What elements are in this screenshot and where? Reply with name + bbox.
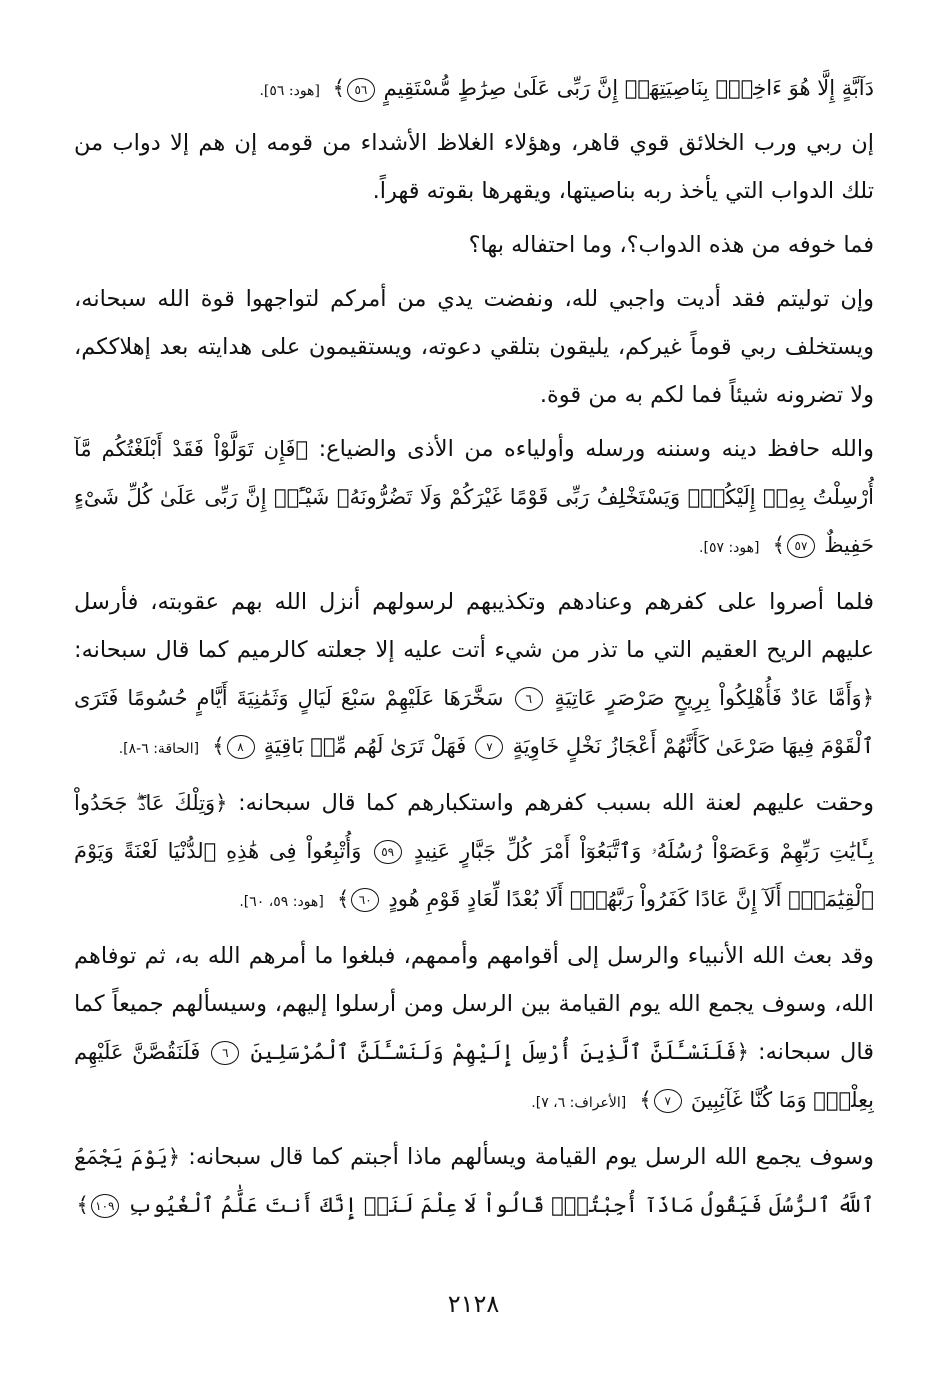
ayah-marker: ٧	[475, 735, 503, 759]
ayah-marker: ٧	[654, 1089, 682, 1113]
paragraph-6	[74, 779, 874, 926]
verse-reference: [الحاقة: ٦-٨].	[118, 741, 200, 757]
ayah-marker: ٦	[211, 1041, 239, 1065]
paragraph-text: فلما أصروا على كفرهم وعنادهم وتكذيبهم لرسولهم أنزل الله بهم عقوبته، فأرسل عليهم الريح العقيم التي ما تذر من شيء أتت عليه إلا جعلته كالرميم كما قال سبحانه:	[74, 589, 874, 663]
verse-close: ﴾	[212, 734, 225, 758]
ayah-marker: ٦	[515, 687, 543, 711]
paragraph-text: وقد بعث الله الأنبياء والرسل إلى أقوامهم وأممهم، فبلغوا ما أمرهم الله به، ثم توفاهم الله، وسوف يجمع الله يوم القيامة بين الرسل ومن أرسلوا إليهم، وسيسألهم جميعاً كما قال سبحانه:	[74, 943, 874, 1065]
ayah-marker: ١٠٩	[91, 1194, 119, 1218]
verse-text: وَأُتْبِعُواْ فِى هَٰذِهِ ٱلدُّنْيَا لَعْنَةً وَيَوْمَ ٱلْقِيَٰمَةِۗ أَلَآ إِنَّ عَادًا كَفَرُواْ رَبَّهُمْۗ أَلَا بُعْدًا لِّعَادٍ قَوْمِ هُودٍ	[74, 839, 874, 911]
paragraph-3: وإن توليتم فقد أديت واجبي لله، ونفضت يدي من أمركم لتواجهوا قوة الله سبحانه، ويستخلف ربي قوماً غيركم، يليقون بتلقي دعوته، ويستقيمون على هدايته بعد إهلاككم، ولا تضرونه شيئاً فما لكم به من قوة.	[74, 286, 874, 408]
ayah-marker: ٥٦	[347, 78, 375, 102]
verse-text: دَآبَّةٍ إِلَّا هُوَ ءَاخِذٌۢ بِنَاصِيَتِهَآۚ إِنَّ رَبِّى عَلَىٰ صِرَٰطٍ مُّسْتَقِيمٍ	[383, 76, 874, 100]
verse-text: ﴿فَإِن تَوَلَّوْاْ فَقَدْ أَبْلَغْتُكُم مَّآ أُرْسِلْتُ بِهِۦٓ إِلَيْكُمْۚ وَيَسْتَخْلِفُ رَبِّى قَوْمًا غَيْرَكُمْ وَلَا تَضُرُّونَهُۥ شَيْـًٔاۚ إِنَّ رَبِّى عَلَىٰ كُلِّ شَىْءٍ حَفِيظٌ	[74, 437, 874, 557]
verse-reference: [الأعراف: ٦، ٧].	[531, 1095, 627, 1111]
verse-close: ﴾	[639, 1088, 652, 1112]
verse-text: ﴿وَتِلْكَ عَادٌۖ جَحَدُواْ بِـَٔايَٰتِ رَبِّهِمْ وَعَصَوْاْ رُسُلَهُۥ وَٱتَّبَعُوٓاْ أَمْرَ كُلِّ جَبَّارٍ عَنِيدٍ	[74, 791, 874, 863]
paragraph-1: إن ربي ورب الخلائق قوي قاهر، وهؤلاء الغلاظ الأشداء من قومه إن هم إلا دواب من تلك الدواب التي يأخذ ربه بناصيتها، ويقهرها بقوته قهراً.	[74, 130, 874, 204]
verse-text: سَخَّرَهَا عَلَيْهِمْ سَبْعَ لَيَالٍ وَثَمَٰنِيَةَ أَيَّامٍ حُسُومًا فَتَرَى ٱلْقَوْمَ فِيهَا صَرْعَىٰ كَأَنَّهُمْ أَعْجَازُ نَخْلٍ خَاوِيَةٍ	[74, 686, 874, 758]
verse-reference: [هود: ٥٦].	[259, 83, 320, 99]
verse-close: ﴾	[76, 1193, 89, 1217]
paragraph-7	[74, 932, 874, 1127]
verse-text: ﴿يَوْمَ يَجْمَعُ ٱللَّهُ ٱلرُّسُلَ فَيَقُولُ مَاذَآ أُجِبْتُمْۖ قَالُواْ لَا عِلْمَ لَنَآۖ إِنَّكَ أَنتَ عَلَّٰمُ ٱلْغُيُوبِ	[74, 1145, 874, 1217]
verse-close: ﴾	[772, 533, 785, 557]
verse-text: فَلَنَقُصَّنَّ عَلَيْهِم بِعِلْمٍۖ وَمَا كُنَّا غَآئِبِينَ	[74, 1040, 874, 1112]
paragraph-text: والله حافظ دينه وسننه ورسله وأولياءه من الأذى والضياع:	[318, 436, 874, 462]
verse-reference: [هود: ٥٧].	[699, 540, 760, 556]
verse-text: ﴿فَلَنَسْـَٔلَنَّ ٱلَّذِينَ أُرْسِلَ إِلَيْهِمْ وَلَنَسْـَٔلَنَّ ٱلْمُرْسَلِينَ	[250, 1040, 749, 1064]
verse-close: ﴾	[336, 887, 350, 911]
verse-text: ﴿وَأَمَّا عَادٌ فَأُهْلِكُواْ بِرِيحٍ صَرْصَرٍ عَاتِيَةٍ	[554, 686, 874, 710]
page-body	[74, 66, 874, 1346]
verse-text: فَهَلْ تَرَىٰ لَهُم مِّنۢ بَاقِيَةٍ	[263, 734, 467, 758]
ayah-marker: ٥٩	[374, 840, 402, 864]
paragraph-8	[74, 1133, 874, 1229]
top-verse: دَآبَّةٍ إِلَّا هُوَ ءَاخِذٌۢ بِنَاصِيَتِهَآۚ إِنَّ رَبِّى عَلَىٰ صِرَٰطٍ مُّسْتَقِيمٍ ٥٦﴾ [هود: ٥٦].	[259, 76, 874, 100]
paragraph-5	[74, 578, 874, 773]
verse-reference: [هود: ٥٩، ٦٠].	[239, 894, 324, 910]
ayah-marker: ٨	[227, 735, 255, 759]
paragraph-4	[74, 425, 874, 572]
ayah-marker: ٥٧	[787, 534, 815, 558]
paragraph-2: فما خوفه من هذه الدواب؟، وما احتفاله بها؟	[468, 232, 874, 258]
paragraph-text: وسوف يجمع الله الرسل يوم القيامة ويسألهم ماذا أجبتم كما قال سبحانه:	[188, 1144, 874, 1170]
ayah-marker: ٦٠	[351, 888, 379, 912]
paragraph-text: وحقت عليهم لعنة الله بسبب كفرهم واستكبارهم كما قال سبحانه:	[238, 790, 874, 816]
page-number: ٢١٢٨	[447, 1290, 500, 1318]
